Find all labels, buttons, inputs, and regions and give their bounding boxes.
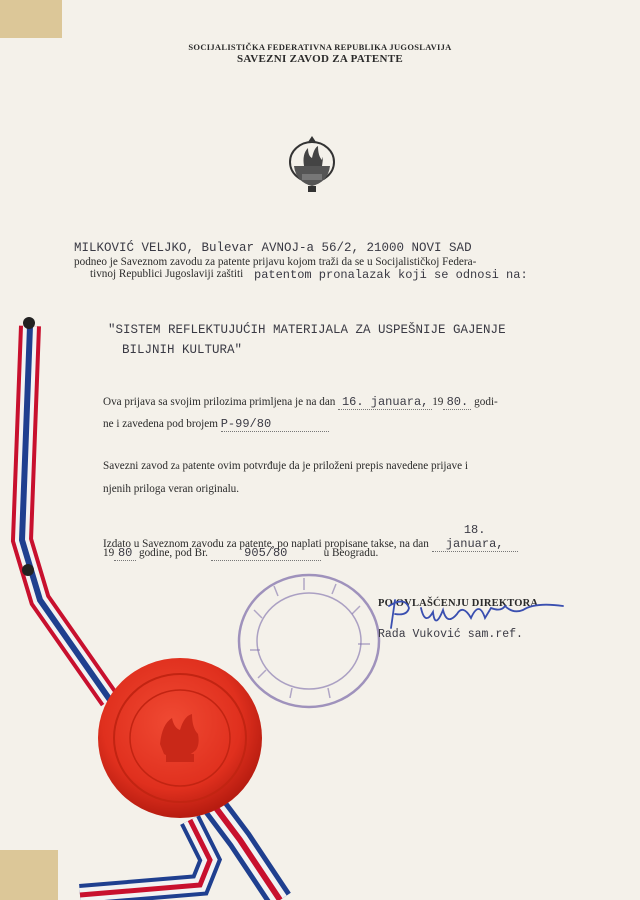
issuance-text: Izdato u Saveznom zavodu za patente, po naplati propisane takse, na dan bbox=[103, 538, 429, 550]
country-header: SOCIJALISTIČKA FEDERATIVNA REPUBLIKA JUGOSLAVIJA bbox=[188, 42, 452, 52]
certification-line-2: njenih priloga veran originalu. bbox=[103, 483, 240, 495]
office-header: SAVEZNI ZAVOD ZA PATENTE bbox=[236, 53, 404, 65]
receipt-date: 16. januara, bbox=[338, 395, 432, 410]
red-wax-seal bbox=[96, 654, 266, 822]
receipt-year-prefix: 19 bbox=[432, 396, 444, 408]
issuance-text-2: godine, pod Br. bbox=[138, 547, 208, 559]
intro-line-1: podneo je Saveznom zavodu za patente prijavu kojom traži da se u Socijalističkoj Federa- bbox=[74, 256, 477, 268]
invention-title-line-1: "SISTEM REFLEKTUJUĆIH MATERIJALA ZA USPEŠNIJE GAJENJE bbox=[108, 323, 506, 337]
receipt-text-2: godi- bbox=[474, 396, 498, 408]
cert-text-c: patente ovim potvrđuje da je priloženi prepis navedene prijave i bbox=[182, 460, 468, 472]
issuance-date: 18. januara, bbox=[432, 523, 518, 552]
cert-text-b: a bbox=[175, 461, 180, 471]
intro-line-2-typed: patentom pronalazak koji se odnosi na: bbox=[254, 268, 528, 282]
cert-text-a: Savezni zavod z bbox=[103, 460, 176, 472]
registration-number: 905/80 bbox=[211, 546, 321, 561]
intro-line-2: tivnoj Republici Jugoslaviji zaštiti bbox=[90, 268, 244, 280]
signature-title: PO OVLAŠĆENJU DIREKTORA bbox=[378, 598, 539, 609]
filing-number: P-99/80 bbox=[221, 417, 329, 432]
issuance-year-prefix: 19 bbox=[103, 547, 115, 559]
signatory-name: Rada Vuković sam.ref. bbox=[378, 628, 523, 641]
applicant-line: MILKOVIĆ VELJKO, Bulevar AVNOJ-a 56/2, 21000 NOVI SAD bbox=[74, 241, 472, 255]
issuance-text-3: u Beogradu. bbox=[323, 547, 379, 559]
invention-title-line-2: BILJNIH KULTURA" bbox=[122, 343, 243, 357]
receipt-text-3: ne i zavedena pod brojem bbox=[103, 418, 218, 430]
receipt-text: Ova prijava sa svojim prilozima primljena je na dan bbox=[103, 396, 336, 408]
issuance-year: 80 bbox=[114, 546, 136, 561]
receipt-year: 80. bbox=[443, 395, 471, 410]
